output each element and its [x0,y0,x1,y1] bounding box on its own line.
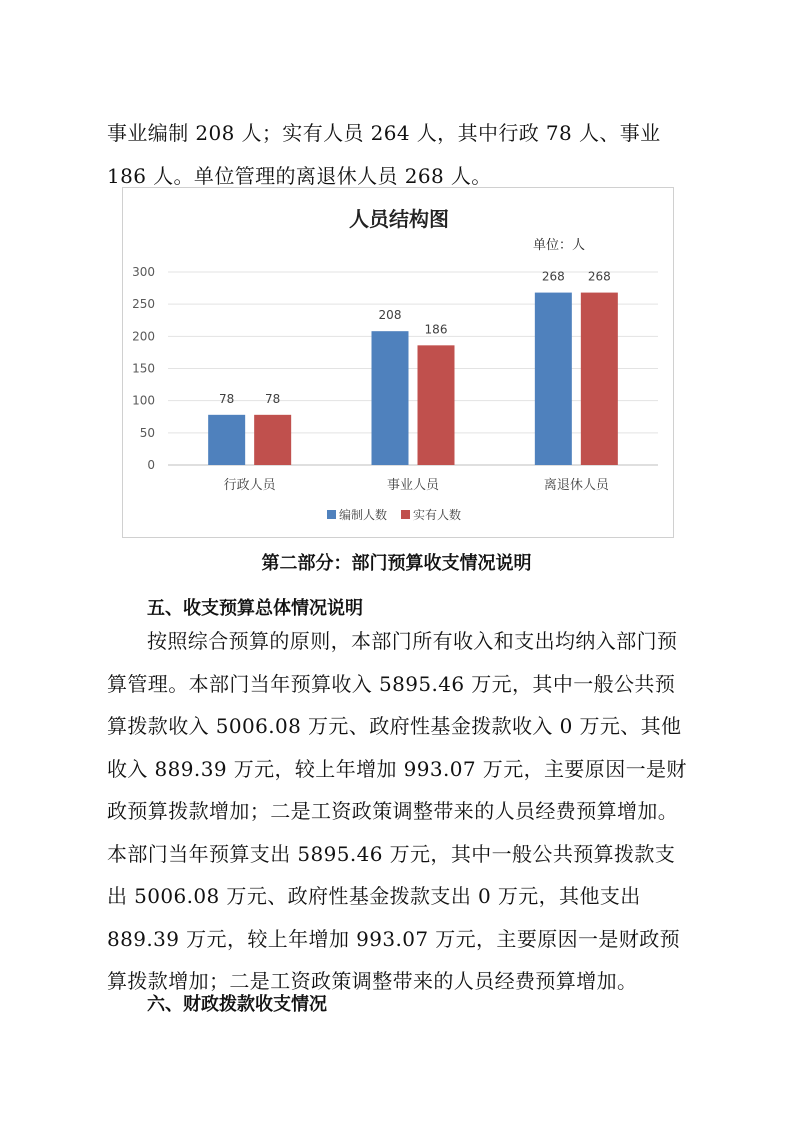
y-tick-label: 300 [132,265,155,279]
part-title: 第二部分：部门预算收支情况说明 [261,553,532,574]
personnel-structure-chart [122,187,674,538]
bar [581,293,618,465]
legend-label: 编制人数 [339,508,388,522]
data-label: 78 [265,391,281,406]
chart-x-axis [224,477,610,493]
y-tick-label: 100 [132,393,155,408]
chart-unit-note: 单位：人 [533,238,586,253]
section5-heading: 五、收支预算总体情况说明 [147,598,363,619]
chart-svg [123,188,675,539]
section5-body: 按照综合预算的原则，本部门所有收入和支出均纳入部门预算管理。本部门当年预算收入 5895.46 万元，其中一般公共预算拨款收入 5006.08 万元、政府性基金拨款收入 0 万元、其他收入 889.39 万元，较上年增加 993.07 万元，主要原因一是财政预算拨款增加；二是工资政策调整带来的人员经费预算增加。本部门当年预算支出 5895.46 万元，其中一般公共预算拨款支出 5006.08 万元、政府性基金拨款支出 0 万元，其他支出 889.39 万元，较上年增加 993.07 万元，主要原因一是财政预算拨款增加；二是工资政策调整带来的人员经费预算增加。 [107,629,687,993]
data-label: 268 [541,269,565,284]
data-label: 268 [587,269,611,284]
y-tick-label: 250 [132,297,155,312]
intro-paragraph: 事业编制 208 人；实有人员 264 人，其中行政 78 人、事业 186 人。单位管理的离退休人员 268 人。 [107,121,661,188]
data-label: 208 [378,308,402,323]
y-tick-label: 150 [132,361,155,376]
section6-heading: 六、财政拨款收支情况 [147,994,327,1015]
bar [208,415,245,465]
y-tick-label: 50 [139,425,155,440]
data-label: 78 [219,391,235,406]
legend-label: 实有人数 [413,508,462,522]
x-category-label: 事业人员 [386,478,440,493]
y-tick-label: 0 [147,458,155,472]
bar [535,293,572,465]
chart-bars [208,270,618,465]
x-category-label: 行政人员 [223,478,276,493]
y-tick-label: 200 [132,329,155,344]
legend-swatch [401,510,410,519]
x-category-label: 离退休人员 [543,478,609,493]
data-label: 186 [424,322,448,337]
chart-y-axis [132,265,155,472]
bar [372,331,409,465]
legend-swatch [327,510,336,519]
bar [418,345,455,465]
bar [254,415,291,465]
chart-legend [327,507,461,522]
chart-title: 人员结构图 [349,207,449,231]
